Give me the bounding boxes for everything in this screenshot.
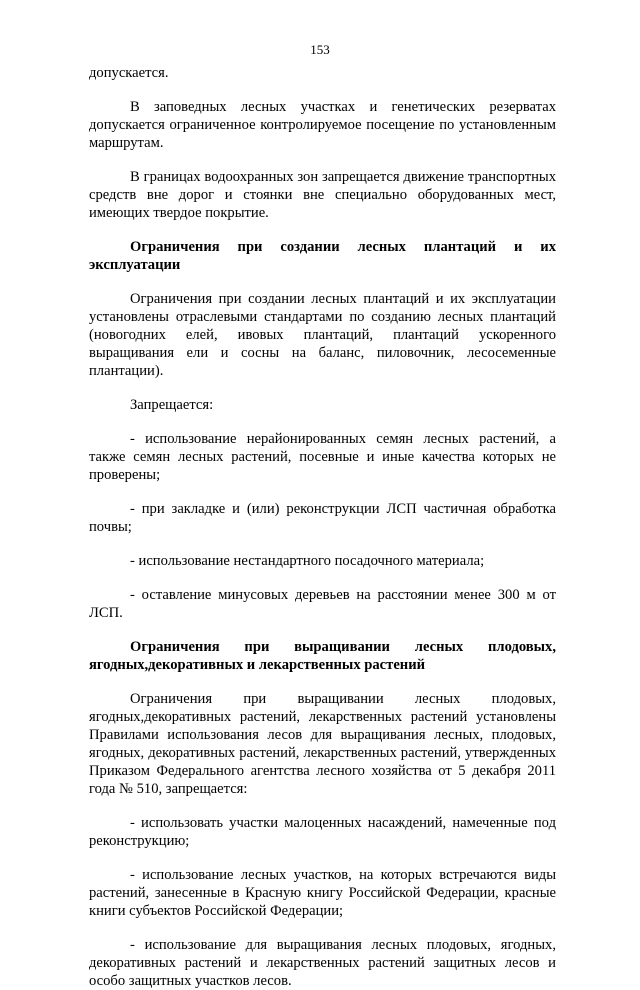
document-body [89,64,556,990]
list-item-red-book: - использование лесных участков, на которых встречаются виды растений, занесенные в Красную книгу Российской Федерации, красные книги субъектов Российской Федерации; [89,867,556,919]
list-item-minus-trees: - оставление минусовых деревьев на расстоянии менее 300 м от ЛСП. [89,587,556,621]
paragraph-plantation-standards: Ограничения при создании лесных плантаций и их эксплуатации установлены отраслевыми стандартами по созданию лесных плантаций (новогодних елей, ивовых плантаций, плантаций ускоренного выращивания ели и сосны на баланс, пиловочник, лесосеменные плантации). [89,291,556,379]
paragraph-cultivation-rules: Ограничения при выращивании лесных плодовых, ягодных,декоративных растений, лекарственных растений установлены Правилами использования лесов для выращивания лесных, плодовых, ягодных, декоративных растений, лекарственных растений, утвержденных Приказом Федерального агентства лесного хозяйства от 5 декабря 2011 года № 510, запрещается: [89,691,556,797]
paragraph-prohibited: Запрещается: [130,397,214,413]
paragraph-continuation: допускается. [89,65,169,81]
list-item-protective-forests: - использование для выращивания лесных плодовых, ягодных, декоративных растений и лекарственных растений защитных лесов и особо защитных участков лесов. [89,937,556,989]
list-item-soil-treatment: - при закладке и (или) реконструкции ЛСП частичная обработка почвы; [89,501,556,535]
page-number: 153 [310,42,330,57]
list-item-seeds: - использование нерайонированных семян лесных растений, а также семян лесных растений, посевные и иные качества которых не проверены; [89,431,556,483]
section-heading-plantations: Ограничения при создании лесных плантаций и их эксплуатации [89,239,556,273]
list-item-low-value-stands: - использовать участки малоценных насаждений, намеченные под реконструкцию; [89,815,556,849]
paragraph-water-zones: В границах водоохранных зон запрещается движение транспортных средств вне дорог и стоянки вне специально оборудованных мест, имеющих твердое покрытие. [89,169,556,221]
list-item-planting-material: - использование нестандартного посадочного материала; [130,553,485,569]
paragraph-reserves: В заповедных лесных участках и генетических резерватах допускается ограниченное контролируемое посещение по установленным маршрутам. [89,99,556,151]
section-heading-cultivation: Ограничения при выращивании лесных плодовых, ягодных,декоративных и лекарственных растений [89,639,556,673]
